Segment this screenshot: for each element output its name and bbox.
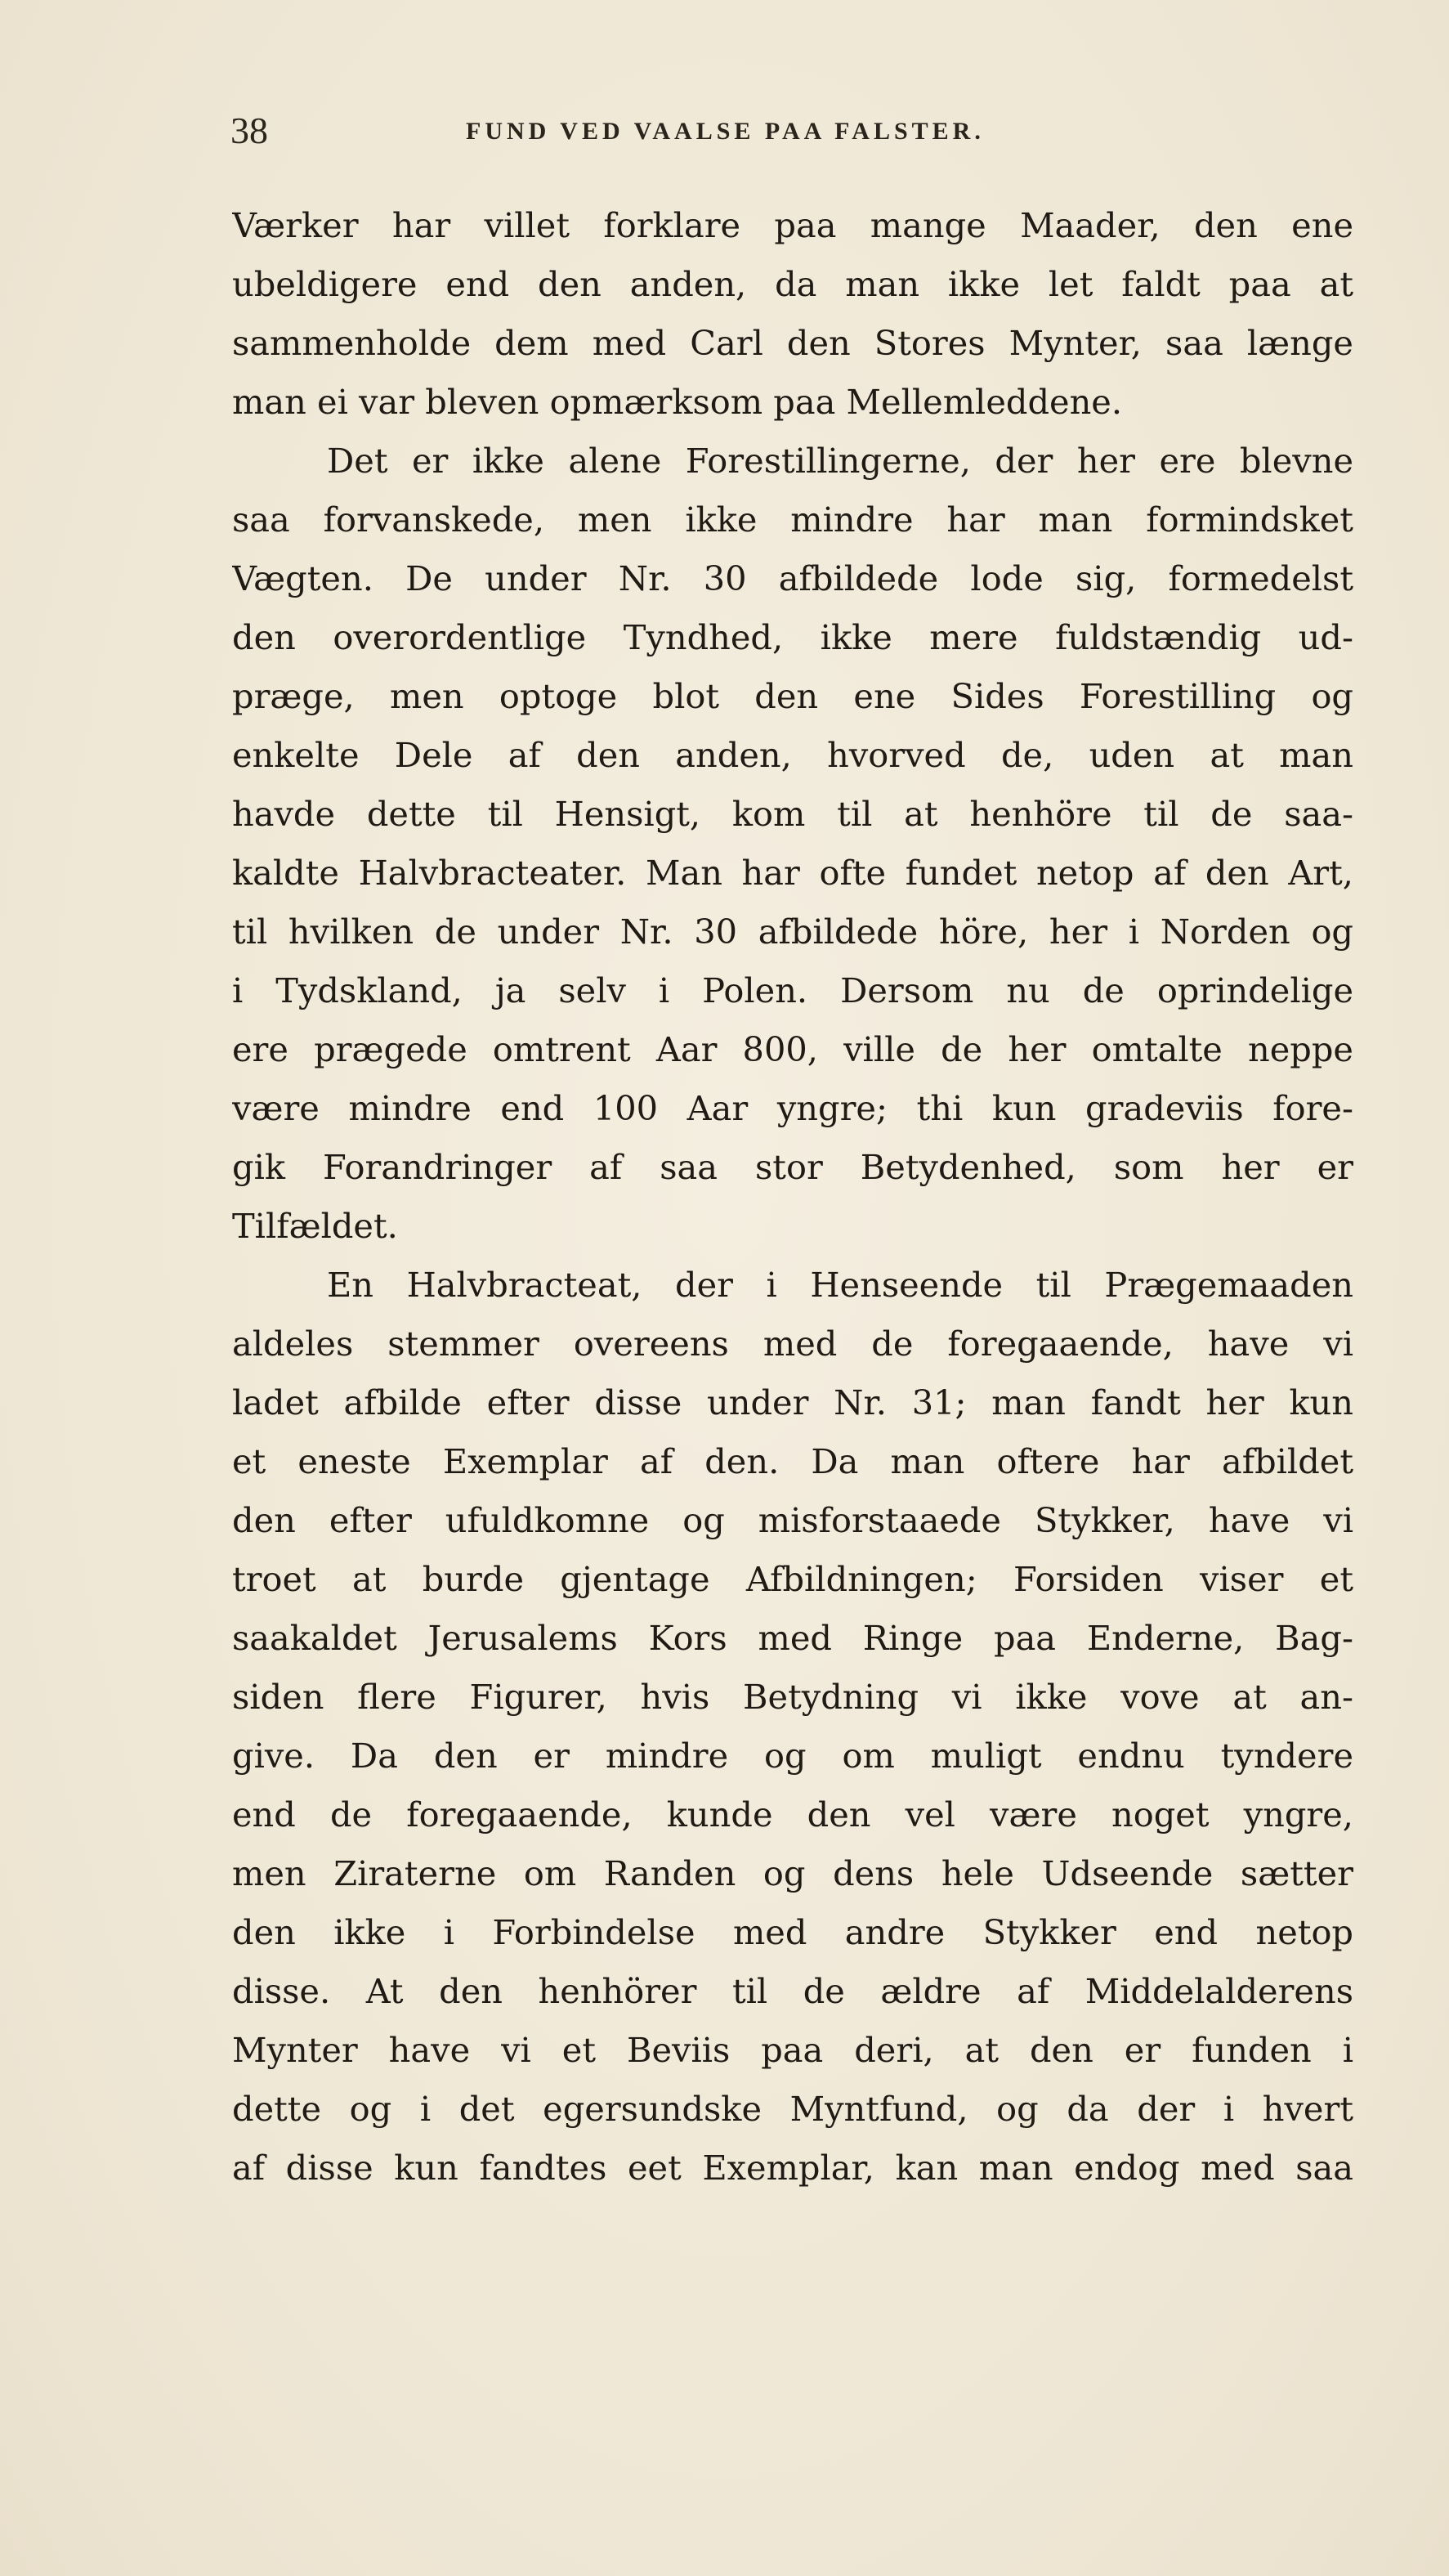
text-line: den efter ufuldkomne og misforstaaede Stykker, have vi: [232, 1500, 1353, 1540]
text-line: præge, men optoge blot den ene Sides Forestilling og: [232, 676, 1353, 716]
text-line: disse. At den henhörer til de ældre af Middelalderens: [232, 1971, 1353, 2011]
text-line: Mynter have vi et Beviis paa deri, at den er funden i: [232, 2030, 1353, 2070]
text-line: den ikke i Forbindelse med andre Stykker end netop: [232, 1912, 1353, 1952]
text-line: aldeles stemmer overeens med de foregaaende, have vi: [232, 1324, 1353, 1364]
text-line: kaldte Halvbracteater. Man har ofte fundet netop af den Art,: [232, 853, 1353, 893]
text-line: den overordentlige Tyndhed, ikke mere fuldstændig ud-: [232, 617, 1353, 657]
text-line: En Halvbracteat, der i Henseende til Prægemaaden: [327, 1265, 1353, 1305]
text-line: et eneste Exemplar af den. Da man oftere har afbildet: [232, 1441, 1353, 1481]
text-line: være mindre end 100 Aar yngre; thi kun gradeviis fore-: [232, 1088, 1353, 1128]
text-line: ere prægede omtrent Aar 800, ville de her omtalte neppe: [232, 1029, 1353, 1069]
text-line: Det er ikke alene Forestillingerne, der her ere blevne: [327, 441, 1353, 481]
text-line: enkelte Dele af den anden, hvorved de, uden at man: [232, 735, 1353, 775]
text-line: saa forvanskede, men ikke mindre har man formindsket: [232, 500, 1353, 540]
page-number: 38: [230, 110, 268, 151]
text-line: give. Da den er mindre og om muligt endnu tyndere: [232, 1736, 1353, 1776]
text-line: til hvilken de under Nr. 30 afbildede höre, her i Norden og: [232, 912, 1353, 952]
text-line: siden flere Figurer, hvis Betydning vi ikke vove at an-: [232, 1677, 1353, 1717]
text-line: troet at burde gjentage Afbildningen; Forsiden viser et: [232, 1559, 1353, 1599]
text-line: men Ziraterne om Randen og dens hele Udseende sætter: [232, 1853, 1353, 1893]
page-header: [0, 106, 1449, 155]
text-line: saakaldet Jerusalems Kors med Ringe paa Enderne, Bag-: [232, 1618, 1353, 1658]
text-line: ladet afbilde efter disse under Nr. 31; man fandt her kun: [232, 1382, 1353, 1422]
text-line: man ei var bleven opmærksom paa Mellemleddene.: [232, 382, 1123, 422]
text-line: dette og i det egersundske Myntfund, og da der i hvert: [232, 2089, 1353, 2129]
text-line: Vægten. De under Nr. 30 afbildede lode sig, formedelst: [232, 558, 1353, 598]
text-line: ubeldigere end den anden, da man ikke let faldt paa at: [232, 264, 1353, 304]
text-line: Værker har villet forklare paa mange Maader, den ene: [232, 205, 1353, 245]
running-head: FUND VED VAALSE PAA FALSTER.: [466, 118, 985, 145]
text-line: havde dette til Hensigt, kom til at henhöre til de saa-: [232, 794, 1353, 834]
text-line: i Tydskland, ja selv i Polen. Dersom nu de oprindelige: [232, 970, 1353, 1010]
body-text: [232, 196, 1353, 2197]
text-line: gik Forandringer af saa stor Betydenhed, som her er: [232, 1147, 1353, 1187]
text-line: sammenholde dem med Carl den Stores Mynter, saa længe: [232, 323, 1353, 363]
text-line: Tilfældet.: [232, 1206, 398, 1246]
text-line: af disse kun fandtes eet Exemplar, kan man endog med saa: [232, 2148, 1353, 2188]
text-line: end de foregaaende, kunde den vel være noget yngre,: [232, 1794, 1353, 1835]
